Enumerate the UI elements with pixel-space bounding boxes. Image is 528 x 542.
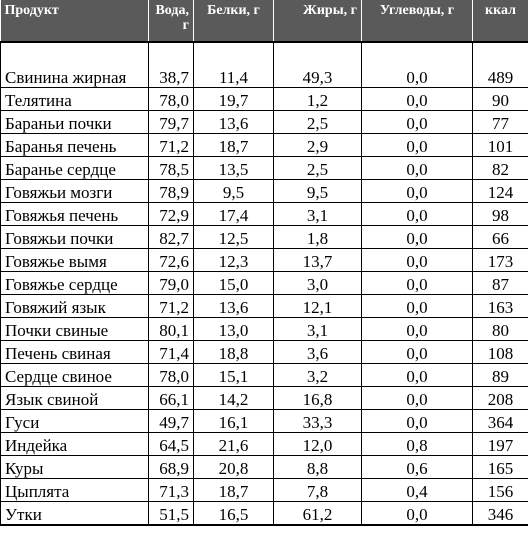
table-row [1,111,528,134]
cell-product: Печень свиная [1,341,149,364]
cell-kcal: 364 [473,410,528,433]
cell-fat: 3,6 [274,341,362,364]
cell-protein: 11,4 [194,42,274,88]
table-row [1,157,528,180]
cell-fat: 61,2 [274,502,362,526]
cell-protein: 15,1 [194,364,274,387]
cell-fat: 2,9 [274,134,362,157]
table-header [1,0,528,42]
cell-protein: 9,5 [194,180,274,203]
cell-kcal: 89 [473,364,528,387]
cell-water: 66,1 [149,387,194,410]
header-kcal: ккал [473,0,528,42]
table-row [1,341,528,364]
cell-kcal: 346 [473,502,528,526]
cell-carbs: 0,0 [362,111,473,134]
cell-protein: 20,8 [194,456,274,479]
cell-carbs: 0,4 [362,479,473,502]
cell-protein: 13,0 [194,318,274,341]
table-row [1,203,528,226]
cell-fat: 7,8 [274,479,362,502]
cell-carbs: 0,8 [362,433,473,456]
cell-fat: 13,7 [274,249,362,272]
cell-carbs: 0,0 [362,226,473,249]
cell-water: 71,4 [149,341,194,364]
cell-protein: 15,0 [194,272,274,295]
cell-kcal: 173 [473,249,528,272]
table-row [1,318,528,341]
cell-product: Баранья печень [1,134,149,157]
cell-product: Язык свиной [1,387,149,410]
cell-protein: 12,3 [194,249,274,272]
cell-product: Цыплята [1,479,149,502]
cell-water: 72,6 [149,249,194,272]
header-fat: Жиры, г [274,0,362,42]
cell-fat: 33,3 [274,410,362,433]
cell-kcal: 77 [473,111,528,134]
cell-carbs: 0,0 [362,364,473,387]
header-row [1,0,528,42]
cell-fat: 9,5 [274,180,362,203]
table-row [1,479,528,502]
cell-carbs: 0,0 [362,295,473,318]
table-body [1,42,528,525]
header-protein: Белки, г [194,0,274,42]
table-row [1,88,528,111]
table-row [1,295,528,318]
cell-product: Куры [1,456,149,479]
cell-carbs: 0,0 [362,157,473,180]
cell-kcal: 87 [473,272,528,295]
cell-protein: 14,2 [194,387,274,410]
cell-water: 64,5 [149,433,194,456]
cell-protein: 12,5 [194,226,274,249]
table-row [1,180,528,203]
table-row [1,456,528,479]
cell-kcal: 80 [473,318,528,341]
header-product: Продукт [1,0,149,42]
cell-fat: 1,2 [274,88,362,111]
cell-carbs: 0,0 [362,502,473,526]
cell-product: Телятина [1,88,149,111]
cell-carbs: 0,0 [362,42,473,88]
cell-fat: 3,1 [274,318,362,341]
cell-product: Почки свиные [1,318,149,341]
cell-fat: 49,3 [274,42,362,88]
cell-product: Говяжьи почки [1,226,149,249]
cell-kcal: 101 [473,134,528,157]
cell-product: Бараньи почки [1,111,149,134]
cell-carbs: 0,0 [362,272,473,295]
cell-product: Свинина жирная [1,42,149,88]
cell-kcal: 90 [473,88,528,111]
cell-product: Говяжье сердце [1,272,149,295]
cell-product: Говяжьи мозги [1,180,149,203]
table-row [1,272,528,295]
table-row [1,249,528,272]
table-row [1,364,528,387]
cell-kcal: 197 [473,433,528,456]
cell-water: 78,0 [149,88,194,111]
table-row [1,42,528,88]
table-row [1,134,528,157]
cell-carbs: 0,0 [362,387,473,410]
cell-carbs: 0,0 [362,88,473,111]
cell-protein: 18,8 [194,341,274,364]
cell-fat: 16,8 [274,387,362,410]
cell-carbs: 0,0 [362,318,473,341]
cell-kcal: 82 [473,157,528,180]
cell-product: Гуси [1,410,149,433]
cell-kcal: 489 [473,42,528,88]
cell-protein: 16,1 [194,410,274,433]
cell-kcal: 208 [473,387,528,410]
cell-carbs: 0,0 [362,180,473,203]
cell-product: Говяжий язык [1,295,149,318]
table-row [1,502,528,526]
header-water: Вода, г [149,0,194,42]
table-row [1,226,528,249]
cell-fat: 2,5 [274,157,362,180]
cell-protein: 19,7 [194,88,274,111]
cell-carbs: 0,0 [362,341,473,364]
cell-product: Говяжья печень [1,203,149,226]
cell-kcal: 124 [473,180,528,203]
cell-water: 38,7 [149,42,194,88]
cell-protein: 13,5 [194,157,274,180]
cell-water: 78,9 [149,180,194,203]
cell-protein: 21,6 [194,433,274,456]
cell-product: Говяжье вымя [1,249,149,272]
cell-protein: 13,6 [194,111,274,134]
cell-water: 68,9 [149,456,194,479]
cell-water: 71,2 [149,134,194,157]
cell-product: Утки [1,502,149,526]
cell-kcal: 163 [473,295,528,318]
cell-carbs: 0,0 [362,203,473,226]
cell-water: 78,5 [149,157,194,180]
cell-protein: 17,4 [194,203,274,226]
cell-fat: 8,8 [274,456,362,479]
cell-protein: 18,7 [194,134,274,157]
table-row [1,410,528,433]
cell-carbs: 0,0 [362,410,473,433]
cell-fat: 1,8 [274,226,362,249]
cell-water: 72,9 [149,203,194,226]
cell-fat: 3,0 [274,272,362,295]
cell-water: 49,7 [149,410,194,433]
cell-product: Баранье сердце [1,157,149,180]
cell-protein: 13,6 [194,295,274,318]
cell-water: 71,3 [149,479,194,502]
cell-product: Индейка [1,433,149,456]
cell-protein: 16,5 [194,502,274,526]
cell-water: 79,7 [149,111,194,134]
cell-fat: 12,0 [274,433,362,456]
cell-water: 71,2 [149,295,194,318]
cell-kcal: 98 [473,203,528,226]
cell-carbs: 0,6 [362,456,473,479]
table-row [1,387,528,410]
cell-fat: 3,2 [274,364,362,387]
cell-water: 51,5 [149,502,194,526]
cell-kcal: 66 [473,226,528,249]
cell-kcal: 108 [473,341,528,364]
cell-fat: 3,1 [274,203,362,226]
cell-protein: 18,7 [194,479,274,502]
cell-carbs: 0,0 [362,134,473,157]
cell-kcal: 165 [473,456,528,479]
cell-fat: 12,1 [274,295,362,318]
cell-carbs: 0,0 [362,249,473,272]
cell-water: 78,0 [149,364,194,387]
header-carbs: Углеводы, г [362,0,473,42]
table-row [1,433,528,456]
cell-water: 80,1 [149,318,194,341]
cell-water: 82,7 [149,226,194,249]
cell-water: 79,0 [149,272,194,295]
cell-fat: 2,5 [274,111,362,134]
cell-kcal: 156 [473,479,528,502]
cell-product: Сердце свиное [1,364,149,387]
